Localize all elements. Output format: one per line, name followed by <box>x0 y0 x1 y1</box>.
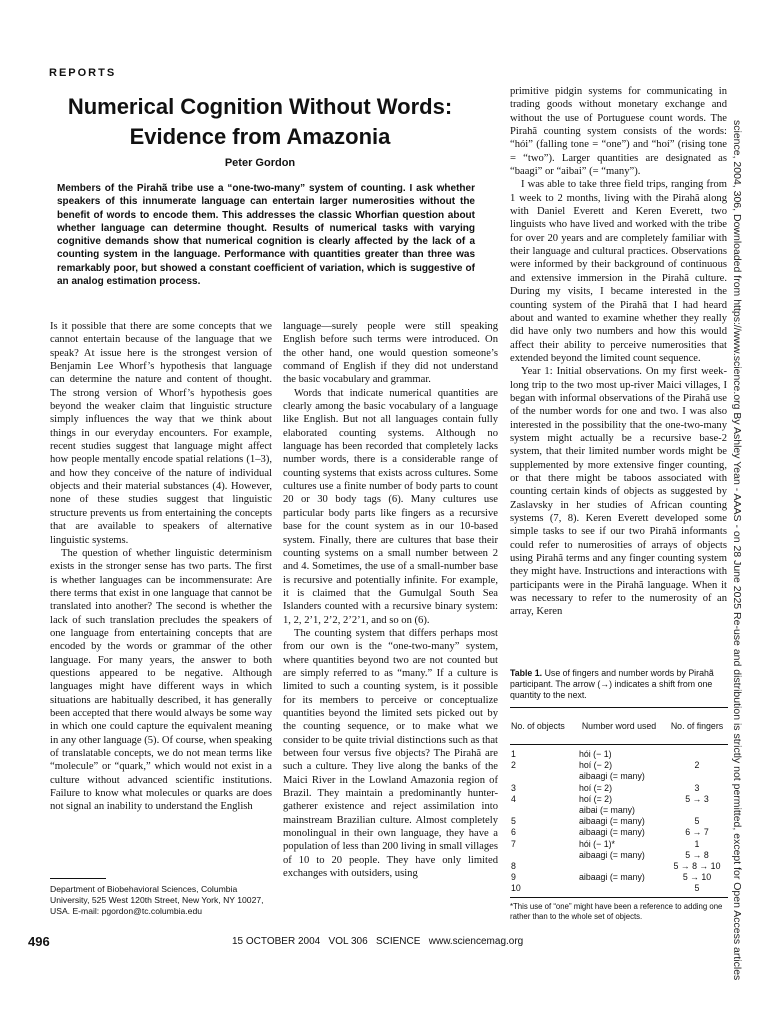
table-cell <box>667 771 727 782</box>
body-column-1 <box>50 320 272 814</box>
section-label: REPORTS <box>49 67 117 79</box>
table-row <box>510 883 728 894</box>
table-cell: hoí (= 2) <box>579 793 613 804</box>
table-cell: 5 → 10 <box>682 872 712 883</box>
page-number: 496 <box>28 934 50 949</box>
table-cell: aibaagi (= many) <box>579 827 645 838</box>
table-cell: 7 <box>511 838 516 849</box>
table-cell <box>571 883 667 894</box>
table-cell <box>667 749 727 760</box>
footer-issue-info: 15 OCTOBER 2004 VOL 306 SCIENCE www.sciencemag.org <box>232 936 524 947</box>
table-caption <box>510 668 728 701</box>
table-cell: 2 <box>511 760 516 771</box>
table-cell: aibai (= many) <box>579 804 635 815</box>
paragraph: Is it possible that there are some concepts that we cannot entertain because of the language that we speak? At issue here is the strongest version of Benjamin Lee Whorf’s hypothesis that language can determine the nature and content of thought. The strong version of Whorf’s hypothesis goes beyond the weaker claim that linguistic structure simply influences the way that we think about things in our everyday encounters. For example, recent studies suggest that language might affect how people mentally encode spatial relations (1–3), and how they conceive of the nature of individual objects and their material substances (4). However, none of these studies suggest that linguistic structure prevents us from entertaining the concepts that are available to speakers of alternative linguistic systems. <box>50 321 272 546</box>
table-1 <box>510 668 728 922</box>
author-affiliation: Department of Biobehavioral Sciences, Columbia University, 525 West 120th Street, New York, NY 10027, USA. E-mail: pgordon@tc.columbia.edu <box>50 884 264 916</box>
table-row <box>510 760 728 771</box>
paragraph: The question of whether linguistic determinism exists in the stronger sense has two parts. The first is whether languages can be incommensurate: Are there terms that exist in one language that cannot be translated into another? The second is whether the lack of such translation precludes the speakers of one language from entertaining concepts that are encoded by the words or grammar of the other language. For many years, the answer to both questions appeared to be negative. Although languages might have different ways in which situations are habitually described, it has generally been accepted that there would always be some way in which one could capture the equivalent meaning in any other language (5). Of course, when speaking of translatable concepts, we do not mean terms like “molecule” or “quark,” which would not exist in a culture without advanced scientific institutions. Failure to know what molecules or quarks are does not signal an inability to understand the English <box>50 547 272 813</box>
table-row <box>510 839 728 850</box>
table-cell: 8 <box>511 860 516 871</box>
table-cell: 5 <box>694 816 700 827</box>
table-cell: aibaagi (= many) <box>579 872 645 883</box>
table-bottom-rule <box>510 897 728 898</box>
table-row <box>510 827 728 838</box>
table-cell <box>510 805 571 816</box>
table-row <box>510 850 728 861</box>
table-row <box>510 861 728 872</box>
download-notice-text: science, 2004, 306, Downloaded from https://www.science.org By Ashley Yean - AAAS - on 28 June 2025 Re-use and distribution is strictly not permitted, except for Open Access articles <box>731 120 743 981</box>
table-cell: 1 <box>694 838 700 849</box>
table-body <box>510 745 728 894</box>
paragraph: The counting system that differs perhaps most from our own is the “one-two-many” system, where quantities beyond two are not counted but are simply referred to as “many.” If a culture is limited to such a counting system, is it possible for its members to perceive or conceptualize quantities beyond the limited sets picked out by the counting sequence, or to make what we consider to be quite trivial distinctions such as that between four versus five objects? The Pirahã are such a culture. They live along the banks of the Maici River in the Lowland Amazonia region of Brazil. They maintain a predominantly hunter-gatherer existence and reject assimilation into mainstream Brazilian culture. Almost completely monolingual in their own language, they have a population of less than 200 living in small villages of 10 to 20 people. They have only limited exchanges with outsiders, using <box>283 627 498 880</box>
affiliation-divider <box>50 878 106 879</box>
paragraph: language—surely people were still speaking English before such terms were introduced. On the other hand, one would question someone’s command of English if they did not understand the basic vocabulary and grammar. <box>283 321 498 386</box>
body-column-3 <box>510 85 727 619</box>
table-cell: hói (− 1) <box>579 749 612 759</box>
table-cell: 5 → 8 <box>685 849 709 860</box>
table-cell: 3 <box>511 782 516 793</box>
table-header-row <box>510 708 728 744</box>
table-cell: hoí (= 2) <box>579 782 613 793</box>
table-header-cell: Number word used <box>581 720 657 731</box>
table-cell: 3 <box>694 782 700 793</box>
table-cell: 2 <box>694 760 700 771</box>
table-row <box>510 749 728 760</box>
table-cell: 6 → 7 <box>685 827 709 838</box>
table-cell: 10 <box>511 883 521 894</box>
table-caption-text: Use of fingers and number words by Pirahã participant. The arrow (→) indicates a shift from one quantity to the next. <box>510 668 714 700</box>
table-header-cell: No. of objects <box>511 721 565 731</box>
table-row <box>510 794 728 805</box>
table-cell: 5 → 8 → 10 <box>673 860 721 871</box>
author-name: Peter Gordon <box>224 157 296 169</box>
download-notice-strip <box>731 120 755 990</box>
article-title: Numerical Cognition Without Words: Evidence from Amazonia <box>67 94 453 149</box>
abstract: Members of the Pirahã tribe use a “one-two-many” system of counting. I ask whether speakers of this innumerate language can entertain larger numerosities without the benefit of words to encode them. This addresses the classic Whorfian question about whether language can determine thought. Results of numerical tasks with varying cognitive demands show that numerical cognition is clearly affected by the lack of a counting system in the language. Performance with quantities greater than three was remarkably poor, but showed a constant coefficient of variation, which is suggestive of an analog estimation process. <box>57 183 475 288</box>
table-cell: 1 <box>511 749 516 759</box>
table-footnote: *This use of “one” might have been a reference to adding one rather than to the whole set of objects. <box>510 902 723 922</box>
table-cell: 5 <box>511 816 516 827</box>
table-cell: hoí (− 2) <box>579 760 613 771</box>
body-column-2 <box>283 320 498 880</box>
table-cell <box>667 805 727 816</box>
table-row <box>510 771 728 782</box>
table-cell <box>510 771 571 782</box>
table-row <box>510 805 728 816</box>
table-row <box>510 816 728 827</box>
table-cell: 4 <box>511 793 516 804</box>
table-row <box>510 783 728 794</box>
table-cell: aibaagi (= many) <box>579 849 645 860</box>
paragraph: primitive pidgin systems for communicating in trading goods without monetary exchange and without the use of Portuguese count words. The Pirahã counting system consists of the words: “hói” (falling tone = “one”) and “hoí” (rising tone = “two”). Larger quantities are designated as “baagi” or “aibai” (= “many”). <box>510 86 727 178</box>
table-cell <box>571 861 667 872</box>
paragraph: Words that indicate numerical quantities are clearly among the basic vocabulary of a language like English. But not all languages contain fully elaborated counting systems. Although no language has been recorded that completely lacks number words, there is a considerable range of counting systems that exists across cultures. Some cultures use a finite number of body parts to count 20 or 30 body tags (6). Many cultures use particular body parts like fingers as a recursive base for the count system as in our 10-based system. Finally, there are cultures that base their counting systems on a small number between 2 and 4. Sometimes, the use of a small-number base is recursive and potentially infinite. For example, it is claimed that the Gumulgal South Sea Islanders counted with a recursive binary system: 1, 2, 2’1, 2’2, 2’2’1, and so on (6). <box>283 387 498 626</box>
paragraph: I was able to take three field trips, ranging from 1 week to 2 months, living with the Pirahã along with Daniel Everett and Keren Everett, two linguists who have lived and worked with the tribe for over 20 years and are completely familiar with their language and cultural practices. Observations were informed by their background of continuous and extensive immersion in the Pirahã culture. During my visits, I became interested in the counting system of the Pirahã that I had heard about and wanted to examine whether they really did have only two numbers and how this would affect their ability to perceive numerosities that extended beyond the limited count sequence. <box>510 179 727 364</box>
table-cell: aibaagi (= many) <box>579 771 645 782</box>
table-cell <box>510 850 571 861</box>
table-cell: 9 <box>511 872 516 883</box>
table-header-cell: No. of fingers <box>670 721 724 731</box>
table-cell: 5 → 3 <box>685 793 709 804</box>
table-row <box>510 872 728 883</box>
table-label: Table 1. <box>510 668 543 678</box>
paragraph: Year 1: Initial observations. On my first week-long trip to the two most up-river Maici villages, I began with informal observations of the Pirahã use of the number words for one and two. I was also interested in the possibility that the one-two-many system might actually be a recursive base-2 system, that their limited number words might be supplemented by more extensive finger counting, or that there might be taboos associated with counting certain kinds of objects as suggested by Zaslavsky in her studies of African counting systems (7, 8). Keren Everett developed some simple tasks to see if our two Pirahã informants could refer to numerosities of arrays of objects using Pirahã terms and any finger counting system they might have. Instructions and interactions with participants were in the Pirahã language. When it was necessary to refer to the numerosity of an array, Keren <box>510 366 727 618</box>
table-cell: hói (− 1)* <box>579 838 615 849</box>
table-cell: 5 <box>694 883 700 894</box>
table-cell: aibaagi (= many) <box>579 816 645 827</box>
table-cell: 6 <box>511 827 516 838</box>
